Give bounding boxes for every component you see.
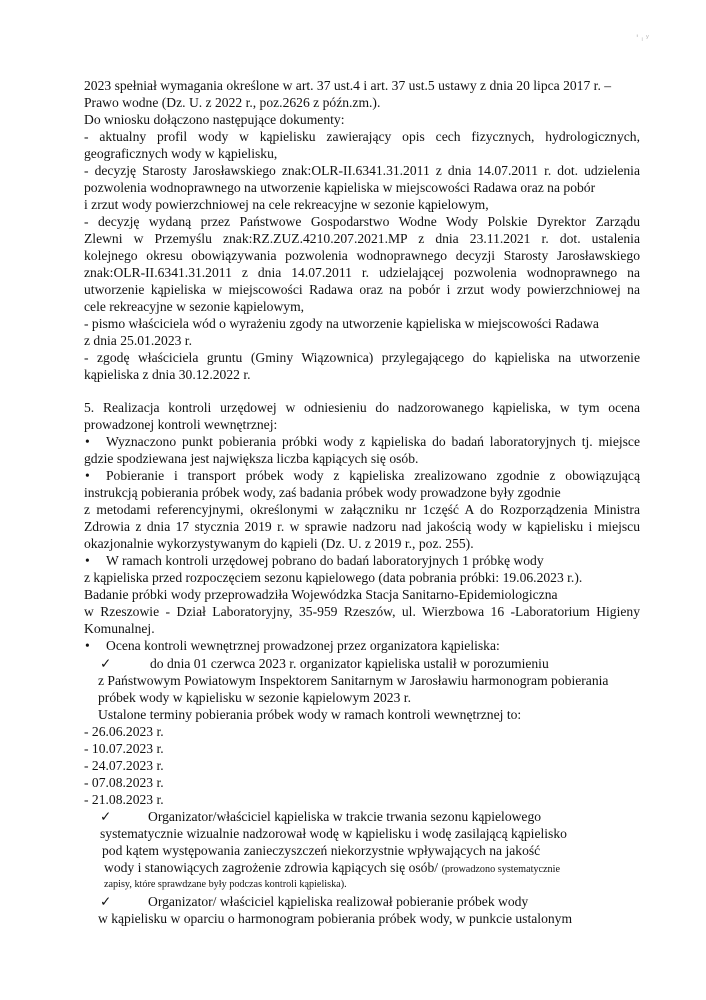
text-line: Komunalnej. [84,621,155,636]
text-line: cele rekreacyjne w sezonie kąpielowym, [84,299,305,314]
date-line: - 24.07.2023 r. [84,758,164,773]
text-line: znak:OLR-II.6341.31.2011 z dnia 14.07.2011 r. udzielającej pozwolenia wodnoprawnego na [84,265,640,280]
text-line: i zrzut wody powierzchniowej na cele rekreacyjne w sezonie kąpielowym, [84,197,489,212]
text-line: Badanie próbki wody przeprowadziła Wojewódzka Stacja Sanitarno-Epidemiologiczna [84,587,558,602]
text-line: - pismo właściciela wód o wyrażeniu zgody na utworzenie kąpieliska w miejscowości Radawa [84,316,599,331]
date-line: - 10.07.2023 r. [84,741,164,756]
text-line: z kąpieliska przed rozpoczęciem sezonu kąpielowego (data pobrania próbki: 19.06.2023 r.). [84,570,583,585]
text-line: 2023 spełniał wymagania określone w art. 37 ust.4 i art. 37 ust.5 ustawy z dnia 20 lipca 2017 r. – [84,78,612,93]
text-line: Wyznaczono punkt pobierania próbki wody z kąpieliska do badań laboratoryjnych tj. miejsce [106,434,640,449]
text-line: wody i stanowiących zagrożenie zdrowia kąpiących się osób/ [104,860,439,875]
bullet: • [85,638,90,653]
text-line: Prawo wodne (Dz. U. z 2022 r., poz.2626 z późn.zm.). [84,95,381,110]
text-line: kolejnego okresu obowiązywania pozwolenia wodnoprawnego decyzji Starosty Jarosławskiego [84,248,640,263]
text-line: do dnia 01 czerwca 2023 r. organizator kąpieliska ustalił w porozumieniu [150,656,549,671]
text-line: Zlewni w Przemyślu znak:RZ.ZUZ.4210.207.2021.MP z dnia 23.11.2021 r. dot. ustalenia [84,231,640,246]
bullet: • [85,468,90,483]
bullet: • [85,434,90,449]
text-line: okazjonalnie wykorzystywanym do kąpieli (Dz. U. z 2019 r., poz. 255). [84,536,474,551]
checkmark-icon: ✓ [100,809,112,824]
text-line: Organizator/ właściciel kąpieliska realizował pobieranie próbek wody [148,894,529,909]
text-line: próbek wody w kąpielisku w sezonie kąpielowym 2023 r. [98,690,411,705]
text-line: Ocena kontroli wewnętrznej prowadzonej przez organizatora kąpieliska: [106,638,500,653]
margin-mark: ' ᵢ ʸ [636,34,650,44]
text-line: - aktualny profil wody w kąpielisku zawierający opis cech fizycznych, hydrologicznych, [84,129,640,144]
text-line: pozwolenia wodnoprawnego na utworzenie kąpieliska w miejscowości Radawa oraz na pobór [84,180,596,195]
note-text: (prowadzono systematycznie [441,864,560,875]
text-line: geograficznych wody w kąpielisku, [84,146,278,161]
note-text: zapisy, które sprawdzane były podczas kontroli kąpieliska). [104,879,347,890]
date-line: - 21.08.2023 r. [84,792,164,807]
text-line: W ramach kontroli urzędowej pobrano do badań laboratoryjnych 1 próbkę wody [106,553,544,568]
text-line: Ustalone terminy pobierania próbek wody w ramach kontroli wewnętrznej to: [98,707,522,722]
text-line: w Rzeszowie - Dział Laboratoryjny, 35-959 Rzeszów, ul. Wierzbowa 16 -Laboratorium Higieny [84,604,640,619]
text-line: Do wniosku dołączono następujące dokumenty: [84,112,345,127]
checkmark-icon: ✓ [100,894,112,909]
text-line: gdzie spodziewana jest największa liczba kąpiących się osób. [84,451,419,466]
text-line: z metodami referencyjnymi, określonymi w załączniku nr 1część A do Rozporządzenia Ministra [84,502,640,517]
text-line: z dnia 25.01.2023 r. [84,333,192,348]
section-heading: 5. Realizacja kontroli urzędowej w odniesieniu do nadzorowanego kąpieliska, w tym ocena [84,400,640,415]
bullet: • [85,553,90,568]
text-line: instrukcją pobierania próbek wody, zaś badania próbek wody prowadzone były zgodnie [84,485,561,500]
text-line: kąpieliska z dnia 30.12.2022 r. [84,367,251,382]
text-line: utworzenie kąpieliska w miejscowości Radawa oraz na pobór i zrzut wody powierzchniowej na [84,282,640,297]
text-line: Pobieranie i transport próbek wody z kąpieliska zrealizowano zgodnie z obowiązującą [106,468,640,483]
checkmark-icon: ✓ [100,656,112,671]
text-line: - zgodę właściciela gruntu (Gminy Wiązownica) przylegającego do kąpieliska na utworzenie [84,350,640,365]
text-line: Organizator/właściciel kąpieliska w trakcie trwania sezonu kąpielowego [148,809,542,824]
text-line: - decyzję wydaną przez Państwowe Gospodarstwo Wodne Wody Polskie Dyrektor Zarządu [84,214,640,229]
date-line: - 07.08.2023 r. [84,775,164,790]
date-line: - 26.06.2023 r. [84,724,164,739]
text-line: - decyzję Starosty Jarosławskiego znak:OLR-II.6341.31.2011 z dnia 14.07.2011 r. dot. udzielenia [84,163,640,178]
text-line: Zdrowia z dnia 17 stycznia 2019 r. w sprawie nadzoru nad jakością wody w kąpielisku i miejscu [84,519,640,534]
text-line: w kąpielisku w oparciu o harmonogram pobierania próbek wody, w punkcie ustalonym [98,911,573,926]
text-line: z Państwowym Powiatowym Inspektorem Sanitarnym w Jarosławiu harmonogram pobierania [98,673,609,688]
text-line: pod kątem występowania zanieczyszczeń niekorzystnie wpływających na jakość [102,843,541,858]
text-line: systematycznie wizualnie nadzorował wodę w kąpielisku i wodę zasilającą kąpielisko [100,826,567,841]
text-line: prowadzonej kontroli wewnętrznej: [84,417,278,432]
